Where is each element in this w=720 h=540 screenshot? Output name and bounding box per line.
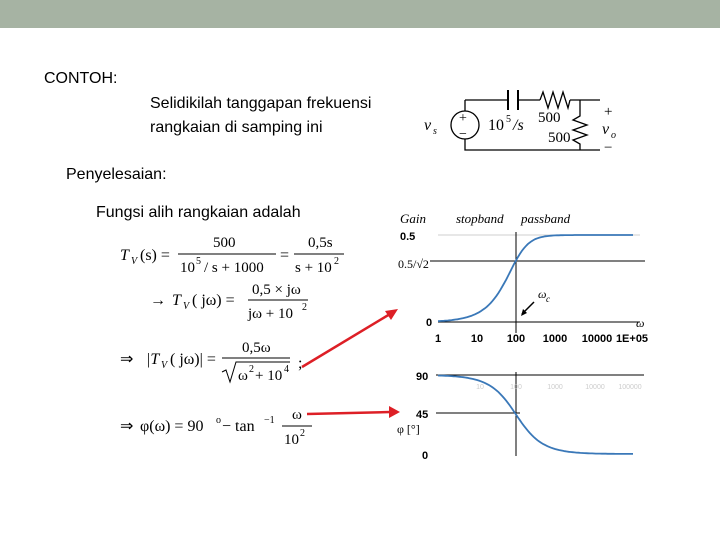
series-resistor-label: 500 [538, 110, 561, 126]
eq1-den2-a: s + 10 [295, 260, 332, 276]
shunt-resistor [573, 100, 587, 150]
eq3-lhs-sub: V [161, 360, 168, 371]
eq3-semicolon: ; [298, 355, 303, 372]
eq2-numerator: 0,5 × jω [252, 282, 301, 298]
capacitor-tail: /s [513, 117, 524, 134]
eq2-den-exp: 2 [302, 302, 307, 313]
eq4-tan: − tan [222, 418, 255, 435]
problem-line-1: Selidikilah tanggapan frekuensi [150, 95, 372, 112]
gain-ytick-corner: 0.5/√2 [398, 257, 429, 271]
eq1-numerator-1: 500 [213, 235, 236, 251]
eq4-degree: o [216, 415, 221, 426]
eq4-numerator: ω [292, 407, 302, 423]
eq3-lhs: |T [146, 351, 160, 368]
gain-x-axis-label: ω [636, 316, 645, 330]
eq3-den-exp2: 4 [284, 364, 289, 375]
eq3-den-exp1: 2 [249, 364, 254, 375]
solution-heading: Penyelesaian: [66, 166, 167, 183]
eq1-equals: = [280, 247, 290, 264]
stopband-label: stopband [456, 211, 504, 226]
phase-ytick-0: 0 [422, 450, 429, 462]
eq1-lhs-arg: (s) = [140, 247, 170, 264]
gain-ytick-0.5: 0.5 [400, 231, 416, 243]
eq2-lhs-sub: V [183, 301, 190, 312]
title-bar [0, 0, 720, 28]
eq2-denominator: jω + 10 [248, 306, 293, 322]
phase-faint-xtick-10: 10 [476, 384, 484, 391]
source-minus: − [459, 127, 467, 142]
eq3-den-b: + 10 [255, 368, 283, 384]
gain-xtick-1000: 1000 [542, 333, 568, 345]
eq4-implies: ⇒ [120, 418, 134, 435]
series-resistor [540, 92, 570, 108]
shunt-resistor-label: 500 [548, 130, 571, 146]
eq3-lhs-arg: ( jω)| = [170, 351, 216, 368]
eq1-lhs-sub: V [131, 256, 138, 267]
gain-xtick-1: 1 [434, 333, 442, 345]
phase-ytick-45: 45 [416, 409, 429, 421]
eq4-den-a: 10 [284, 432, 299, 448]
eq1-den1-a: 10 [180, 260, 195, 276]
eq1-lhs: T [120, 247, 129, 264]
equation-transfer-function [118, 230, 378, 280]
problem-line-2: rangkaian di samping ini [150, 119, 323, 136]
vo-plus: + [604, 104, 613, 120]
eq2-arrow: → [150, 292, 166, 309]
corner-frequency-label: ω [538, 287, 547, 301]
gain-xtick-100: 100 [506, 333, 526, 345]
eq3-numerator: 0,5ω [242, 340, 271, 356]
gain-xtick-1e5: 1E+05 [615, 333, 649, 345]
equation-phase [118, 405, 338, 455]
phase-faint-xtick-100: 100 [510, 384, 522, 391]
eq4-den-exp: 2 [300, 428, 305, 439]
eq1-numerator-2: 0,5s [308, 235, 333, 251]
eq3-implies: ⇒ [120, 351, 134, 368]
eq2-lhs-arg: ( jω) = [192, 292, 235, 309]
eq3-den-a: ω [238, 368, 248, 384]
equation-magnitude [118, 338, 338, 388]
gain-xtick-10: 10 [470, 333, 484, 345]
phase-faint-xtick-10000: 10000 [585, 384, 605, 391]
eq1-den1-exp: 5 [196, 256, 201, 267]
passband-label: passband [521, 211, 571, 226]
vo-minus: − [604, 140, 613, 156]
gain-ytick-0: 0 [426, 317, 433, 329]
gain-plot [390, 210, 690, 345]
capacitor-exp: 5 [506, 114, 511, 125]
gain-curve [438, 235, 633, 321]
phase-faint-xtick-100000: 100000 [618, 384, 642, 391]
vs-sub: s [433, 126, 437, 137]
capacitor-label: 10 [488, 117, 504, 134]
phase-plot [390, 362, 690, 472]
corner-frequency-sub: c [546, 294, 550, 304]
eq4-lhs: φ(ω) = 90 [140, 418, 204, 435]
gain-ylabel: Gain [400, 211, 426, 226]
phase-ytick-90: 90 [416, 371, 429, 383]
eq1-den1-b: / s + 1000 [204, 260, 264, 276]
vo-label: v [602, 121, 610, 138]
eq2-lhs: T [172, 292, 181, 309]
phase-faint-xtick-1000: 1000 [547, 384, 563, 391]
phase-ylabel: φ [°] [397, 422, 420, 436]
circuit-diagram [420, 78, 620, 158]
gain-xtick-10000: 10000 [581, 333, 613, 345]
equation-frequency-response [148, 280, 348, 330]
transfer-function-intro: Fungsi alih rangkaian adalah [96, 204, 301, 221]
example-heading: CONTOH: [44, 70, 118, 87]
vs-label: v [424, 117, 432, 134]
source-plus: + [459, 111, 467, 126]
vo-sub: o [611, 130, 616, 141]
eq1-den2-exp: 2 [334, 256, 339, 267]
eq4-inverse: −1 [264, 415, 275, 426]
